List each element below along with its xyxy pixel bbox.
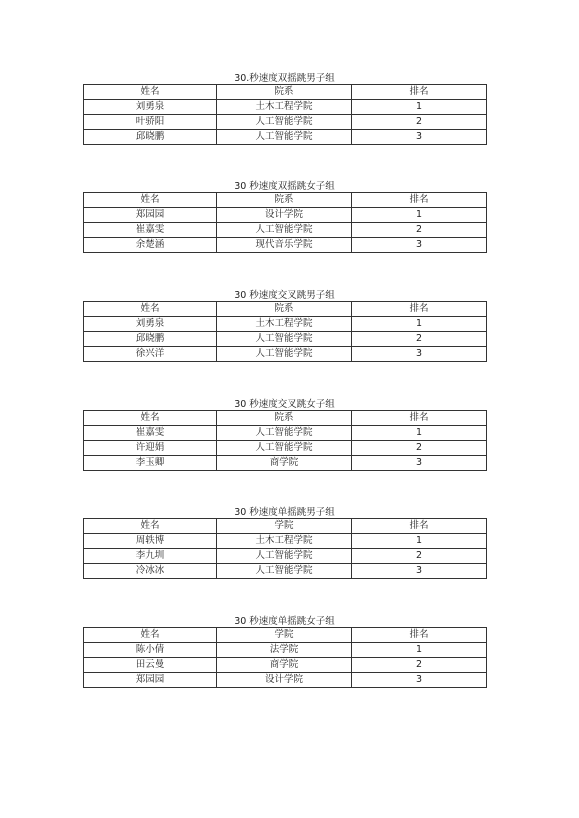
cell-rank: 2 bbox=[352, 332, 487, 347]
table-row bbox=[84, 347, 487, 362]
header-name: 姓名 bbox=[84, 85, 217, 100]
cell-name: 田云曼 bbox=[84, 658, 217, 673]
section-title: 30.秒速度双摇跳男子组 bbox=[234, 73, 335, 84]
header-rank: 排名 bbox=[352, 85, 487, 100]
cell-name: 冷冰冰 bbox=[84, 564, 217, 579]
cell-name: 徐兴洋 bbox=[84, 347, 217, 362]
results-table bbox=[83, 84, 487, 145]
cell-rank: 3 bbox=[352, 564, 487, 579]
table-header-row bbox=[84, 411, 487, 426]
cell-department: 土木工程学院 bbox=[217, 317, 352, 332]
results-table bbox=[83, 410, 487, 471]
cell-department: 人工智能学院 bbox=[217, 549, 352, 564]
table-row bbox=[84, 441, 487, 456]
header-rank: 排名 bbox=[352, 411, 487, 426]
table-row bbox=[84, 643, 487, 658]
cell-rank: 2 bbox=[352, 549, 487, 564]
cell-name: 邱晓鹏 bbox=[84, 332, 217, 347]
cell-name: 周轶博 bbox=[84, 534, 217, 549]
cell-rank: 1 bbox=[352, 426, 487, 441]
header-name: 姓名 bbox=[84, 628, 217, 643]
section-title: 30 秒速度双摇跳女子组 bbox=[234, 181, 335, 192]
cell-rank: 1 bbox=[352, 208, 487, 223]
section-title: 30 秒速度单摇跳男子组 bbox=[234, 507, 335, 518]
cell-rank: 1 bbox=[352, 534, 487, 549]
cell-name: 余楚涵 bbox=[84, 238, 217, 253]
results-table bbox=[83, 518, 487, 579]
cell-rank: 3 bbox=[352, 673, 487, 688]
table-row bbox=[84, 549, 487, 564]
cell-department: 土木工程学院 bbox=[217, 534, 352, 549]
cell-rank: 2 bbox=[352, 115, 487, 130]
results-table bbox=[83, 301, 487, 362]
table-row bbox=[84, 426, 487, 441]
cell-department: 设计学院 bbox=[217, 673, 352, 688]
cell-department: 商学院 bbox=[217, 658, 352, 673]
table-row bbox=[84, 115, 487, 130]
cell-rank: 2 bbox=[352, 658, 487, 673]
table-row bbox=[84, 223, 487, 238]
header-rank: 排名 bbox=[352, 302, 487, 317]
header-department: 院系 bbox=[217, 85, 352, 100]
cell-department: 人工智能学院 bbox=[217, 130, 352, 145]
results-section-5 bbox=[83, 507, 486, 579]
cell-name: 叶骄阳 bbox=[84, 115, 217, 130]
header-rank: 排名 bbox=[352, 193, 487, 208]
header-department: 学院 bbox=[217, 628, 352, 643]
table-row bbox=[84, 317, 487, 332]
cell-department: 商学院 bbox=[217, 456, 352, 471]
cell-name: 李玉卿 bbox=[84, 456, 217, 471]
header-department: 院系 bbox=[217, 411, 352, 426]
cell-rank: 1 bbox=[352, 643, 487, 658]
cell-department: 人工智能学院 bbox=[217, 115, 352, 130]
cell-department: 人工智能学院 bbox=[217, 332, 352, 347]
cell-department: 人工智能学院 bbox=[217, 441, 352, 456]
cell-department: 人工智能学院 bbox=[217, 223, 352, 238]
header-department: 院系 bbox=[217, 193, 352, 208]
cell-rank: 3 bbox=[352, 456, 487, 471]
cell-name: 刘勇泉 bbox=[84, 317, 217, 332]
results-table bbox=[83, 627, 487, 688]
table-row bbox=[84, 658, 487, 673]
cell-department: 法学院 bbox=[217, 643, 352, 658]
table-row bbox=[84, 208, 487, 223]
table-header-row bbox=[84, 519, 487, 534]
cell-rank: 3 bbox=[352, 130, 487, 145]
header-department: 院系 bbox=[217, 302, 352, 317]
cell-rank: 3 bbox=[352, 238, 487, 253]
header-name: 姓名 bbox=[84, 411, 217, 426]
cell-rank: 1 bbox=[352, 100, 487, 115]
cell-name: 刘勇泉 bbox=[84, 100, 217, 115]
cell-department: 土木工程学院 bbox=[217, 100, 352, 115]
section-title: 30 秒速度交叉跳女子组 bbox=[234, 399, 335, 410]
section-title: 30 秒速度交叉跳男子组 bbox=[234, 290, 335, 301]
table-header-row bbox=[84, 628, 487, 643]
cell-rank: 1 bbox=[352, 317, 487, 332]
cell-department: 现代音乐学院 bbox=[217, 238, 352, 253]
cell-rank: 3 bbox=[352, 347, 487, 362]
results-section-2 bbox=[83, 181, 486, 253]
table-header-row bbox=[84, 85, 487, 100]
cell-department: 人工智能学院 bbox=[217, 347, 352, 362]
cell-name: 崔嘉雯 bbox=[84, 426, 217, 441]
cell-name: 李九圳 bbox=[84, 549, 217, 564]
table-row bbox=[84, 130, 487, 145]
cell-name: 陈小倩 bbox=[84, 643, 217, 658]
header-name: 姓名 bbox=[84, 302, 217, 317]
header-rank: 排名 bbox=[352, 519, 487, 534]
cell-name: 许迎娟 bbox=[84, 441, 217, 456]
table-header-row bbox=[84, 193, 487, 208]
cell-department: 人工智能学院 bbox=[217, 564, 352, 579]
results-section-3 bbox=[83, 290, 486, 362]
table-row bbox=[84, 564, 487, 579]
results-section-6 bbox=[83, 616, 486, 688]
header-name: 姓名 bbox=[84, 519, 217, 534]
cell-name: 崔嘉雯 bbox=[84, 223, 217, 238]
table-header-row bbox=[84, 302, 487, 317]
cell-rank: 2 bbox=[352, 223, 487, 238]
header-department: 学院 bbox=[217, 519, 352, 534]
section-title: 30 秒速度单摇跳女子组 bbox=[234, 616, 335, 627]
table-row bbox=[84, 332, 487, 347]
table-row bbox=[84, 673, 487, 688]
results-section-4 bbox=[83, 399, 486, 471]
cell-name: 郑园园 bbox=[84, 673, 217, 688]
results-section-1 bbox=[83, 73, 486, 145]
cell-rank: 2 bbox=[352, 441, 487, 456]
header-name: 姓名 bbox=[84, 193, 217, 208]
cell-name: 邱晓鹏 bbox=[84, 130, 217, 145]
cell-department: 设计学院 bbox=[217, 208, 352, 223]
table-row bbox=[84, 238, 487, 253]
cell-department: 人工智能学院 bbox=[217, 426, 352, 441]
table-row bbox=[84, 534, 487, 549]
cell-name: 郑园园 bbox=[84, 208, 217, 223]
results-table bbox=[83, 192, 487, 253]
table-row bbox=[84, 100, 487, 115]
header-rank: 排名 bbox=[352, 628, 487, 643]
table-row bbox=[84, 456, 487, 471]
